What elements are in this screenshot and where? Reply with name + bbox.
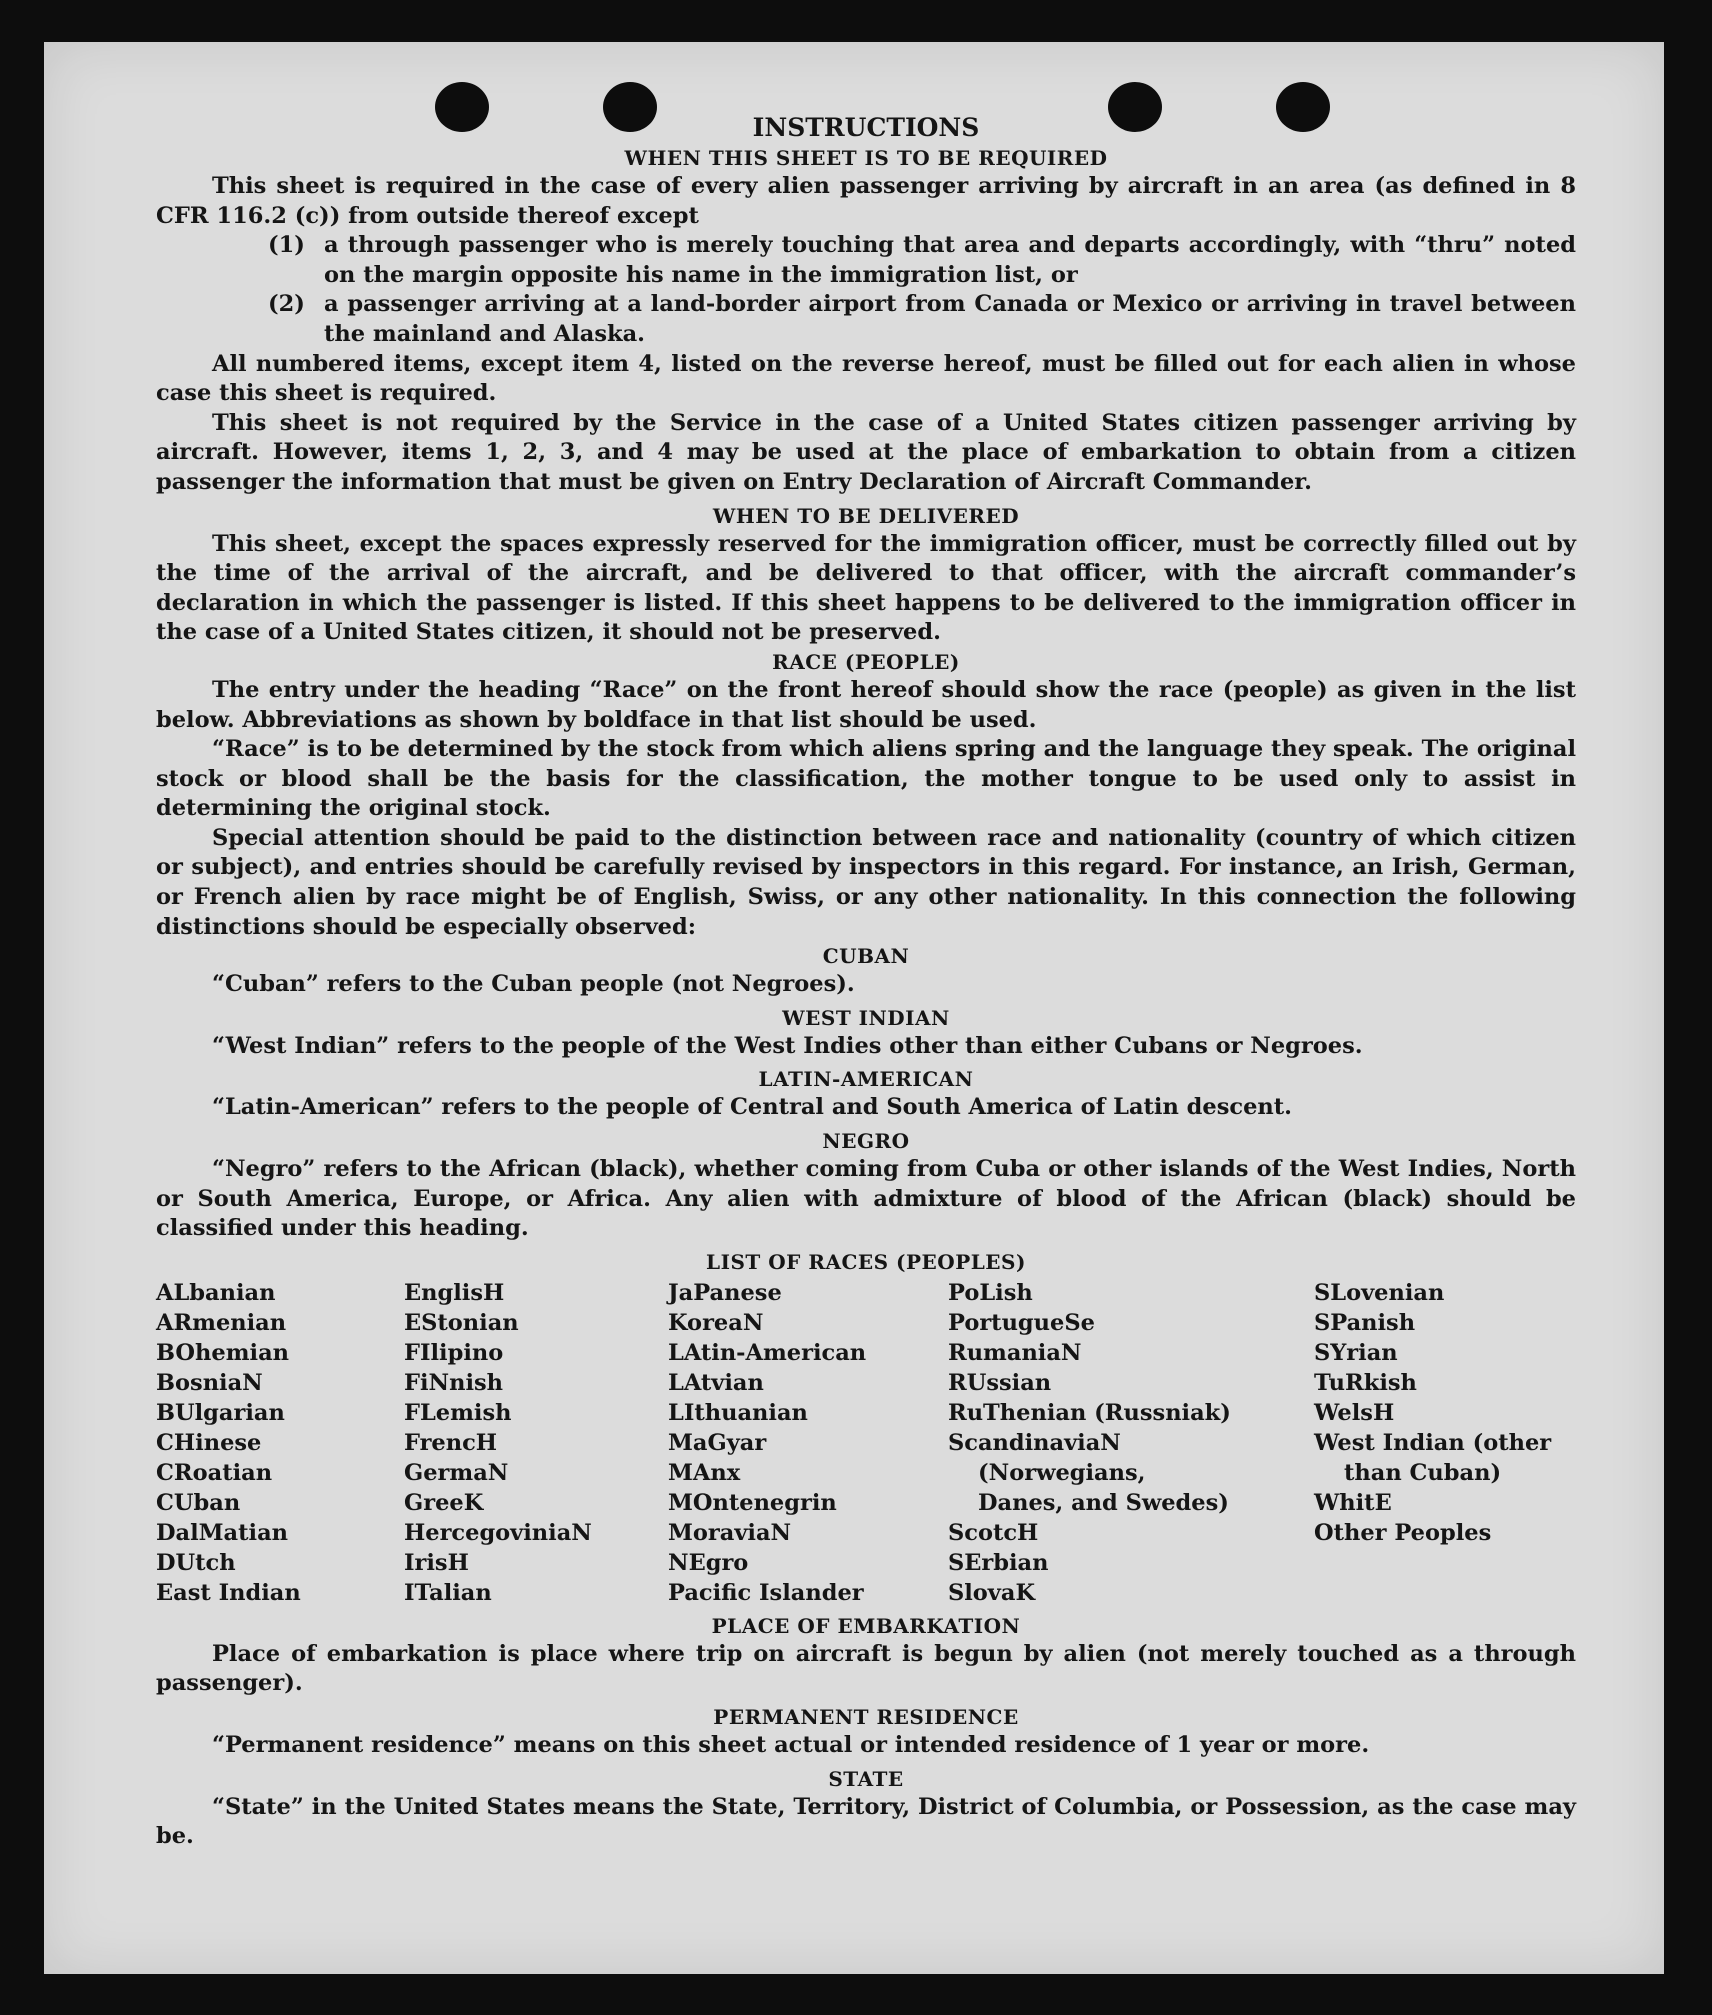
- race-entry: EStonian: [404, 1309, 519, 1336]
- race-entry: West Indian (other than Cuban): [1314, 1429, 1552, 1486]
- section-heading-latin-american: LATIN-AMERICAN: [758, 1067, 974, 1092]
- instructions-body: [156, 112, 1576, 1852]
- race-entry: PortugueSe: [948, 1309, 1095, 1336]
- race-entry: DUtch: [156, 1549, 236, 1576]
- race-entry: CHinese: [156, 1429, 262, 1456]
- section-heading-permanent-residence: PERMANENT RESIDENCE: [713, 1705, 1019, 1729]
- item-text: a through passenger who is merely touching that area and departs accordingly, with “thru” noted on the margin opposite his name in the immigration list, or: [324, 232, 1576, 288]
- race-entry: ScandinaviaN (Norwegians, Danes, and Swedes): [948, 1429, 1229, 1516]
- paragraph: “State” in the United States means the State, Territory, District of Columbia, or Possession, as the case may be.: [156, 1793, 1576, 1850]
- paragraph: This sheet, except the spaces expressly reserved for the immigration officer, must be correctly filled out by the time of the arrival of the aircraft, and be delivered to that officer, with the aircraft commander’s declaration in which the passenger is listed. If this sheet happens to be delivered to the immigration officer in the case of a United States citizen, it should not be preserved.: [156, 530, 1576, 646]
- paragraph: Place of embarkation is place where trip on aircraft is begun by alien (not merely touched as a through passenger).: [156, 1640, 1576, 1697]
- race-entry: BOhemian: [156, 1339, 290, 1366]
- race-entry: ScotcH: [948, 1519, 1039, 1546]
- page-title: INSTRUCTIONS: [752, 113, 980, 142]
- race-column: [404, 1278, 668, 1608]
- paragraph: All numbered items, except item 4, listed on the reverse hereof, must be filled out for each alien in whose case this sheet is required.: [156, 350, 1576, 407]
- race-entry: FiNnish: [404, 1369, 504, 1396]
- section-heading-race: RACE (PEOPLE): [772, 649, 960, 674]
- race-entry: Other Peoples: [1314, 1519, 1492, 1546]
- race-entry: SLovenian: [1314, 1279, 1445, 1306]
- paragraph: The entry under the heading “Race” on the front hereof should show the race (people) as given in the list below. Abbreviations as shown by boldface in that list should be used.: [156, 676, 1576, 733]
- race-column: [156, 1278, 404, 1608]
- race-entry: WelsH: [1314, 1399, 1395, 1426]
- race-entry: BosniaN: [156, 1369, 263, 1396]
- race-entry: East Indian: [156, 1579, 301, 1606]
- paragraph: “Cuban” refers to the Cuban people (not Negroes).: [212, 971, 855, 998]
- race-entry: GermaN: [404, 1459, 509, 1486]
- race-entry: EnglisH: [404, 1279, 505, 1306]
- section-heading-cuban: CUBAN: [822, 944, 910, 969]
- paragraph: “Negro” refers to the African (black), whether coming from Cuba or other islands of the West Indies, North or South America, Europe, or Africa. Any alien with admixture of blood of the African (black) should be classified under this heading.: [156, 1156, 1576, 1242]
- race-entry: MOntenegrin: [668, 1489, 837, 1516]
- paragraph: “West Indian” refers to the people of the West Indies other than either Cubans or Negroes.: [212, 1032, 1363, 1059]
- paragraph: “Race” is to be determined by the stock from which aliens spring and the language they speak. The original stock or blood shall be the basis for the classification, the mother tongue to be used only to assist in determining the original stock.: [156, 736, 1576, 822]
- section-heading-state: STATE: [828, 1766, 904, 1791]
- race-column: [1314, 1278, 1574, 1608]
- race-entry: SPanish: [1314, 1309, 1416, 1336]
- race-entry: MAnx: [668, 1459, 741, 1486]
- section-heading-delivered: WHEN TO BE DELIVERED: [712, 503, 1020, 528]
- race-entry: ALbanian: [156, 1279, 276, 1306]
- race-entry: TuRkish: [1314, 1369, 1417, 1396]
- race-entry: RuThenian (Russniak): [948, 1399, 1231, 1426]
- race-column: [668, 1278, 948, 1608]
- race-list: [156, 1278, 1576, 1608]
- item-number: (1): [268, 232, 305, 259]
- exception-item: [268, 231, 1576, 290]
- race-entry: CRoatian: [156, 1459, 273, 1486]
- race-entry: FLemish: [404, 1399, 512, 1426]
- race-entry: CUban: [156, 1489, 241, 1516]
- race-entry: SYrian: [1314, 1339, 1398, 1366]
- race-entry: GreeK: [404, 1489, 484, 1516]
- race-entry: HercegoviniaN: [404, 1519, 592, 1546]
- race-entry: JaPanese: [668, 1279, 782, 1306]
- race-entry: WhitE: [1314, 1489, 1392, 1516]
- race-entry: LAtin-American: [668, 1339, 867, 1366]
- section-heading-west-indian: WEST INDIAN: [782, 1005, 950, 1030]
- race-entry: PoLish: [948, 1279, 1033, 1306]
- race-entry: Pacific Islander: [668, 1579, 864, 1606]
- paragraph: This sheet is not required by the Service in the case of a United States citizen passenger arriving by aircraft. However, items 1, 2, 3, and 4 may be used at the place of embarkation to obtain from a citizen passenger the information that must be given on Entry Declaration of Aircraft Commander.: [156, 409, 1576, 495]
- race-entry: BUlgarian: [156, 1399, 285, 1426]
- paragraph: “Latin-American” refers to the people of Central and South America of Latin descent.: [212, 1094, 1292, 1121]
- race-entry: FIlipino: [404, 1339, 504, 1366]
- race-entry: LIthuanian: [668, 1399, 808, 1426]
- race-entry: FrencH: [404, 1429, 498, 1456]
- race-entry: LAtvian: [668, 1369, 764, 1396]
- item-text: a passenger arriving at a land-border airport from Canada or Mexico or arriving in travel between the mainland and Alaska.: [324, 291, 1576, 347]
- document-page: [44, 42, 1664, 1974]
- race-entry: KoreaN: [668, 1309, 764, 1336]
- race-entry: SlovaK: [948, 1579, 1036, 1606]
- race-entry: ITalian: [404, 1579, 492, 1606]
- section-heading-embarkation: PLACE OF EMBARKATION: [711, 1613, 1021, 1638]
- paragraph: This sheet is required in the case of every alien passenger arriving by aircraft in an area (as defined in 8 CFR 116.2 (c)) from outside thereof except: [156, 173, 1576, 229]
- race-entry: ARmenian: [156, 1309, 287, 1336]
- race-entry: DalMatian: [156, 1519, 289, 1546]
- section-heading-negro: NEGRO: [822, 1129, 910, 1154]
- race-entry: SErbian: [948, 1549, 1049, 1576]
- paragraph: Special attention should be paid to the distinction between race and nationality (country of which citizen or subject), and entries should be carefully revised by inspectors in this regard. For instance, an Irish, German, or French alien by race might be of English, Swiss, or any other nationality. In this connection the following distinctions should be especially observed:: [156, 824, 1576, 940]
- exception-item: [268, 290, 1576, 349]
- section-heading-list-of-races: LIST OF RACES (PEOPLES): [706, 1249, 1026, 1274]
- race-entry: IrisH: [404, 1549, 469, 1576]
- section-heading-required: WHEN THIS SHEET IS TO BE REQUIRED: [624, 146, 1108, 170]
- race-column: [948, 1278, 1238, 1608]
- race-entry: NEgro: [668, 1549, 749, 1576]
- race-entry: RumaniaN: [948, 1339, 1082, 1366]
- race-entry: MaGyar: [668, 1429, 767, 1456]
- race-entry: MoraviaN: [668, 1519, 792, 1546]
- race-entry: RUssian: [948, 1369, 1052, 1396]
- paragraph: “Permanent residence” means on this sheet actual or intended residence of 1 year or more.: [212, 1732, 1370, 1758]
- item-number: (2): [268, 291, 305, 318]
